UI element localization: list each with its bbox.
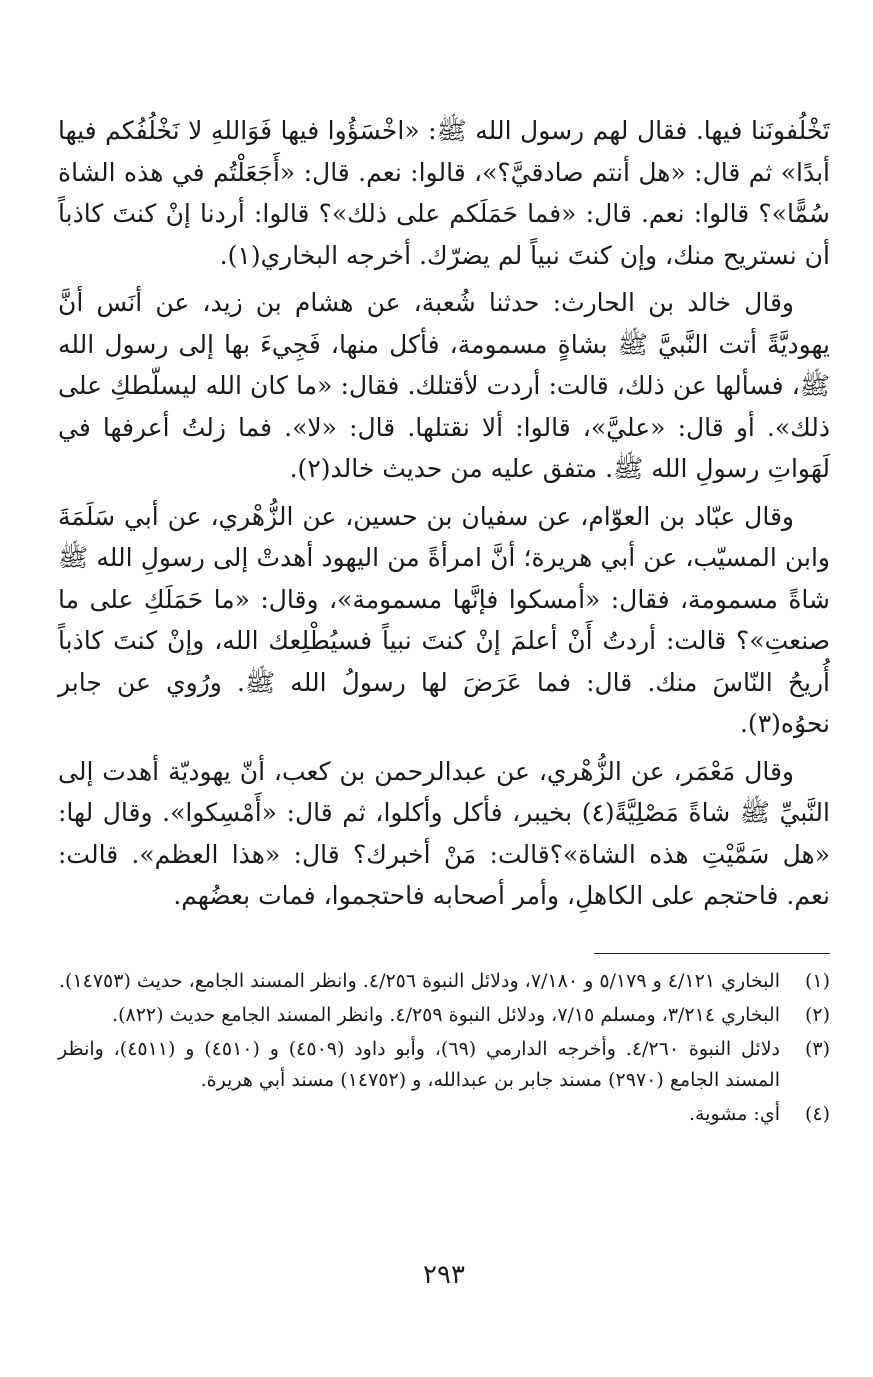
book-page bbox=[58, 110, 830, 1360]
main-text bbox=[58, 110, 830, 917]
footnote-divider bbox=[594, 953, 830, 954]
footnote-text: البخاري ٣/٢١٤، ومسلم ٧/١٥، ودلائل النبوة ٤/٢٥٩. وانظر المسند الجامع حديث (٨٢٢). bbox=[112, 1004, 780, 1026]
footnote-1 bbox=[58, 966, 830, 997]
footnote-number: (٣) bbox=[804, 1038, 830, 1060]
paragraph-1: تَخْلُفونَنا فيها. فقال لهم رسول الله ﷺ: «اخْسَؤُوا فيها فَوَاللهِ لا نَخْلُفُكم فيها أبدًا» ثم قال: «هل أنتم صادقيَّ؟»، قالوا: نعم. قال: «أَجَعَلْتُم في هذه الشاة سُمًّا»؟ قالوا: نعم. قال: «فما حَمَلَكم على ذلك»؟ قالوا: أردنا إنْ كنتَ كاذباً أن نستريح منك، وإن كنتَ نبياً لم يضرّك. أخرجه البخاري(١). bbox=[58, 116, 830, 270]
footnote-3 bbox=[58, 1034, 830, 1096]
paragraph-3: وقال عبّاد بن العوّام، عن سفيان بن حسين، عن الزُّهْري، عن أبي سَلَمَةَ وابن المسيّب، عن أبي هريرة؛ أنَّ امرأةً من اليهود أهدتْ إلى رسولِ الله ﷺ شاةً مسمومة، فقال: «أمسكوا فإنَّها مسمومة»، وقال: «ما حَمَلَكِ على ما صنعتِ»؟ قالت: أردتُ أَنْ أعلمَ إنْ كنتَ نبياً فسيُطْلِعك الله، وإنْ كنتَ كاذباً أُريحُ النّاسَ منك. قال: فما عَرَضَ لها رسولُ الله ﷺ. ورُوي عن جابر نحوُه(٣). bbox=[58, 501, 830, 738]
paragraph-4: وقال مَعْمَر، عن الزُّهْري، عن عبدالرحمن بن كعب، أنّ يهوديّة أهدت إلى النَّبيِّ ﷺ شاةً مَصْلِيَّةً(٤) بخيبر، فأكل وأكلوا، ثم قال: «أَمْسِكوا». وقال لها: «هل سَمَّيْتِ هذه الشاة»؟قالت: مَنْ أخبرك؟ قال: «هذا العظم». قالت: نعم. فاحتجم على الكاهلِ، وأمر أصحابه فاحتجموا، فمات بعضُهم. bbox=[58, 756, 830, 910]
page-number: ٢٩٣ bbox=[423, 1260, 465, 1290]
footnote-number: (٤) bbox=[804, 1103, 830, 1125]
footnote-number: (١) bbox=[804, 970, 830, 992]
footnote-number: (٢) bbox=[804, 1004, 830, 1026]
footnote-2 bbox=[58, 1000, 830, 1031]
footnote-text: البخاري ٤/١٢١ و ٥/١٧٩ و ٧/١٨٠، ودلائل النبوة ٤/٢٥٦. وانظر المسند الجامع، حديث (١٤٧٥٣). bbox=[58, 970, 780, 992]
paragraph-2: وقال خالد بن الحارث: حدثنا شُعبة، عن هشام بن زيد، عن أنَس أنَّ يهوديَّةً أتت النَّبيَّ ﷺ بشاةٍ مسمومة، فأكل منها، فَجِيءَ بها إلى رسول الله ﷺ، فسألها عن ذلك، قالت: أردت لأقتلك. فقال: «ما كان الله ليسلّطكِ على ذلك». أو قال: «عليَّ»، قالوا: ألا نقتلها. قال: «لا». فما زلتُ أعرفها في لَهَواتِ رسولِ الله ﷺ. متفق عليه من حديث خالد(٢). bbox=[58, 288, 830, 483]
footnote-4 bbox=[58, 1099, 830, 1130]
footnotes bbox=[58, 966, 830, 1133]
footnote-text: دلائل النبوة ٤/٢٦٠. وأخرجه الدارمي (٦٩)، وأبو داود (٤٥٠٩) و (٤٥١٠) و (٤٥١١)، وانظر المسند الجامع (٢٩٧٠) مسند جابر بن عبدالله، و (١٤٧٥٢) مسند أبي هريرة. bbox=[58, 1038, 780, 1091]
footnote-text: أي: مشوية. bbox=[688, 1103, 780, 1125]
